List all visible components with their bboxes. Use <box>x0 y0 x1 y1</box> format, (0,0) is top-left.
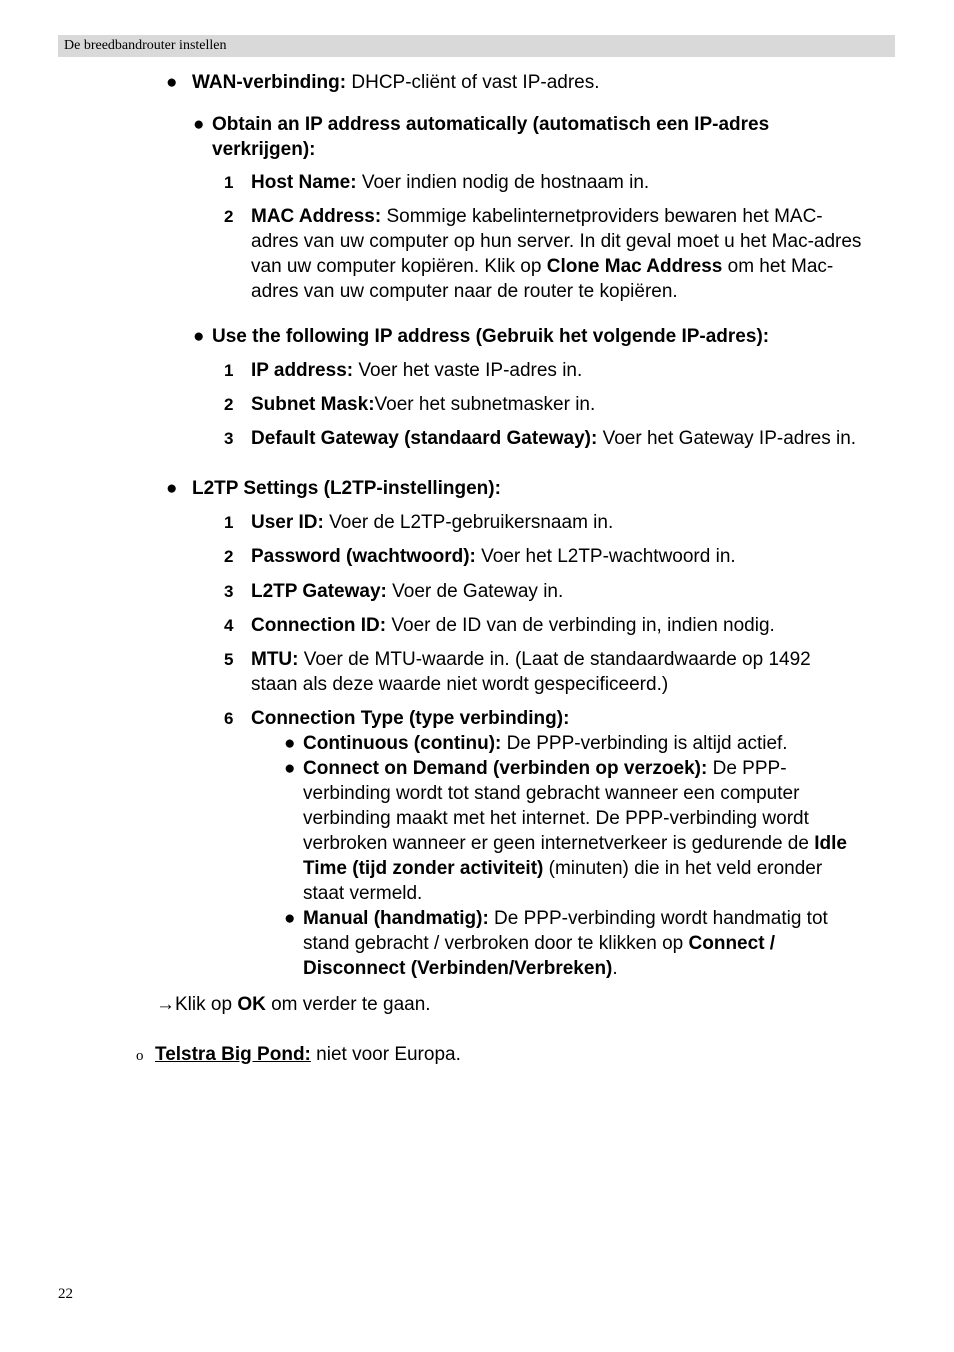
ip-address-item: IP address: Voer het vaste IP-adres in. <box>251 360 583 381</box>
bullet-icon: ● <box>284 733 296 754</box>
host-name-item: Host Name: Voer indien nodig de hostnaam in. <box>251 172 650 193</box>
circle-bullet-icon: o <box>136 1048 144 1064</box>
password-item: Password (wachtwoord): Voer het L2TP-wachtwoord in. <box>251 546 736 567</box>
item-number: 6 <box>224 709 234 728</box>
item-number: 2 <box>224 395 234 414</box>
item-number: 3 <box>224 582 234 601</box>
default-gateway-item: Default Gateway (standaard Gateway): Voer het Gateway IP-adres in. <box>251 428 857 449</box>
mac-address-item: MAC Address: Sommige kabelinternetproviders bewaren het MAC- adres van uw computer op hun server. In dit geval moet u het Mac-adres van uw computer kopiëren. Klik op Clone Mac Address om het Mac- adres van uw computer naar de router te kopiëren. <box>251 206 862 302</box>
item-number: 1 <box>224 173 234 192</box>
item-number: 2 <box>224 547 234 566</box>
page-header <box>58 35 895 57</box>
wan-line: WAN-verbinding: DHCP-cliënt of vast IP-adres. <box>192 72 600 93</box>
continuous-item: Continuous (continu): De PPP-verbinding is altijd actief. <box>303 733 788 754</box>
telstra-line: Telstra Big Pond: niet voor Europa. <box>155 1044 461 1065</box>
connection-type-item: Connection Type (type verbinding): <box>251 708 570 729</box>
bullet-icon: ● <box>166 478 178 499</box>
user-id-item: User ID: Voer de L2TP-gebruikersnaam in. <box>251 512 614 533</box>
mtu-item: MTU: Voer de MTU-waarde in. (Laat de standaardwaarde op 1492 staan als deze waarde niet wordt gespecificeerd.) <box>251 649 811 695</box>
item-number: 5 <box>224 650 234 669</box>
arrow-right-icon: → <box>156 994 175 1015</box>
l2tp-heading: L2TP Settings (L2TP-instellingen): <box>192 478 501 499</box>
bullet-icon: ● <box>284 758 296 779</box>
bullet-icon: ● <box>166 72 178 93</box>
use-heading: Use the following IP address (Gebruik het volgende IP-adres): <box>212 326 770 347</box>
ok-instruction: →Klik op OK om verder te gaan. <box>156 994 431 1015</box>
connection-id-item: Connection ID: Voer de ID van de verbinding in, indien nodig. <box>251 615 775 636</box>
obtain-heading: Obtain an IP address automatically (automatisch een IP-adres verkrijgen): <box>212 114 770 160</box>
item-number: 2 <box>224 207 234 226</box>
item-number: 1 <box>224 513 234 532</box>
l2tp-gateway-item: L2TP Gateway: Voer de Gateway in. <box>251 581 564 602</box>
telstra-link[interactable]: Telstra Big Pond: <box>155 1044 311 1065</box>
item-number: 4 <box>224 616 234 635</box>
item-number: 3 <box>224 429 234 448</box>
bullet-icon: ● <box>193 326 205 347</box>
item-number: 1 <box>224 361 234 380</box>
page-number: 22 <box>58 1286 73 1302</box>
subnet-mask-item: Subnet Mask:Voer het subnetmasker in. <box>251 394 596 415</box>
connect-on-demand-item: Connect on Demand (verbinden op verzoek): De PPP- verbinding wordt tot stand gebracht wanneer een computer verbinding maakt met het internet. De PPP-verbinding wordt verbroken wanneer er geen internetverkeer is gedurende de Idle Time (tijd zonder activiteit) (minuten) die in het veld eronder staat vermeld. <box>303 758 847 904</box>
bullet-icon: ● <box>193 114 205 135</box>
header-title: De breedbandrouter instellen <box>64 38 227 53</box>
manual-item: Manual (handmatig): De PPP-verbinding wordt handmatig tot stand gebracht / verbroken door te klikken op Connect / Disconnect (Verbinden/Verbreken). <box>303 908 828 979</box>
bullet-icon: ● <box>284 908 296 929</box>
